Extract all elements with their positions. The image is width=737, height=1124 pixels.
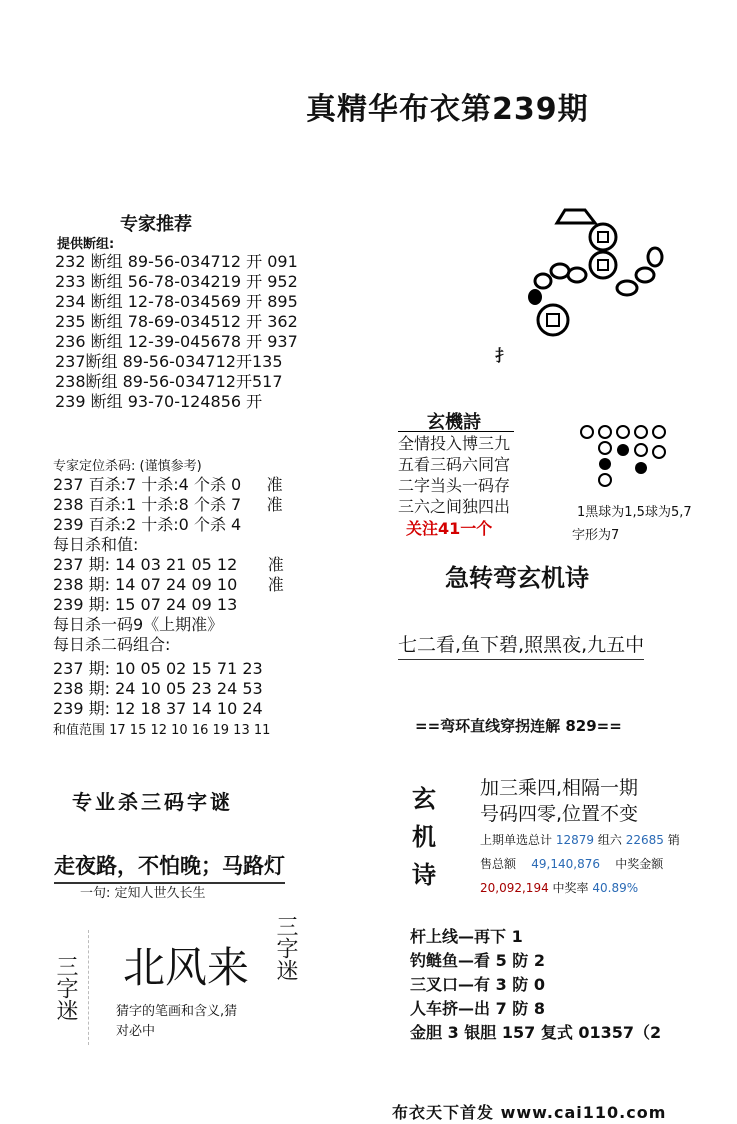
- kill-header: 专家定位杀码: (谨慎参考): [53, 459, 202, 474]
- expert-row: 232 断组 89-56-034712 开 091: [55, 252, 298, 271]
- sum-range: 和值范围 17 15 12 10 16 19 13 11: [53, 723, 271, 738]
- prize-label: 中奖金额: [615, 857, 664, 871]
- tip-item: 金胆 3 银胆 157 复式 01357（2: [410, 1023, 662, 1042]
- pos-mark: 准: [266, 475, 283, 494]
- sum-row: 238 期: 14 07 24 09 10: [53, 575, 238, 594]
- xuanji-vertical: [412, 780, 442, 894]
- poem-header: 玄機詩: [427, 412, 481, 433]
- poem-line: 三六之间独四出: [398, 497, 511, 516]
- sales-label: 售总额: [480, 857, 517, 871]
- xuanji-line: 号码四零,位置不变: [480, 803, 639, 825]
- expert-header: 专家推荐: [120, 214, 192, 235]
- expert-row: 235 断组 78-69-034512 开 362: [55, 312, 298, 331]
- xuanji-char: 诗: [412, 861, 436, 889]
- straight-line: ==弯环直线穿拐连解 829==: [415, 717, 622, 735]
- xuanji-char: 机: [412, 823, 436, 851]
- rate-label: 中奖率: [552, 881, 589, 895]
- tip-item: 杆上线—再下 1: [410, 927, 523, 946]
- expert-row: 239 断组 93-70-124856 开: [55, 392, 263, 411]
- rate-value: 40.89%: [592, 881, 639, 895]
- two-row: 237 期: 10 05 02 15 71 23: [53, 659, 263, 678]
- pos-row: 238 百杀:1 十杀:8 个杀 7: [53, 495, 242, 514]
- sum-header: 每日杀和值:: [53, 535, 139, 554]
- sales-value: 49,140,876: [531, 857, 600, 871]
- one-code: 每日杀一码9《上期准》: [53, 615, 224, 634]
- two-header: 每日杀二码组合:: [53, 635, 171, 654]
- expert-row: 234 断组 12-78-034569 开 895: [55, 292, 298, 311]
- three-riddle-note-1: 猜字的笔画和含义,猜: [116, 1004, 238, 1019]
- riddle-sentence: 一句: 定知人世久长生: [80, 886, 206, 901]
- footer: 布衣天下首发 www.cai110.com: [392, 1103, 667, 1122]
- stat-value: 22685: [625, 833, 664, 847]
- pos-row: 239 百杀:2 十杀:0 个杀 4: [53, 515, 242, 534]
- pos-mark: 准: [266, 495, 283, 514]
- poem-follow: 关注41一个: [406, 519, 493, 538]
- poem-line: 五看三码六同宫: [398, 455, 511, 474]
- turn-line: 七二看,鱼下碧,照黑夜,九五中: [398, 630, 644, 660]
- stat-label: 上期单选总计: [480, 833, 553, 847]
- sum-row: 239 期: 15 07 24 09 13: [53, 595, 238, 614]
- prize-value: 20,092,194: [480, 881, 549, 895]
- three-riddle-note-2: 对必中: [116, 1024, 156, 1039]
- three-riddle-right-label: 三字迷: [273, 915, 298, 981]
- bead-grid-illustration: [575, 420, 675, 500]
- expert-row: 236 断组 12-39-045678 开 937: [55, 332, 298, 351]
- expert-row: 238断组 89-56-034712开517: [55, 372, 283, 391]
- poem-line: 全情投入博三九: [398, 434, 511, 453]
- xuanji-lines: [480, 775, 638, 827]
- coin-chain-illustration: [515, 205, 675, 345]
- xuanji-stats: [480, 828, 680, 900]
- expert-row: 237断组 89-56-034712开135: [55, 352, 283, 371]
- pos-row: 237 百杀:7 十杀:4 个杀 0: [53, 475, 242, 494]
- poem-divider: [398, 431, 514, 432]
- poem-lines: [398, 433, 510, 541]
- page-title: 真精华布衣第239期: [306, 92, 589, 127]
- provider-label: 提供断组:: [57, 237, 115, 252]
- three-riddle-left-label: 三字迷: [53, 955, 78, 1021]
- sum-row: 237 期: 14 03 21 05 12: [53, 555, 238, 574]
- riddle-main: 走夜路，不怕晚；马路灯: [54, 850, 285, 884]
- two-row: 238 期: 24 10 05 23 24 53: [53, 679, 263, 698]
- sum-mark: 准: [267, 555, 284, 574]
- expert-row: 233 断组 56-78-034219 开 952: [55, 272, 298, 291]
- sum-mark: 准: [267, 575, 284, 594]
- three-riddle-big: 北风来: [123, 943, 250, 992]
- poem-line: 二字当头一码存: [398, 476, 511, 495]
- bead-mark: 扌: [495, 346, 512, 365]
- tip-item: 人车挤—出 7 防 8: [410, 999, 545, 1018]
- expert-list: [55, 252, 298, 412]
- tips-list: [410, 925, 661, 1045]
- stat-label: 销: [667, 833, 680, 847]
- bead-caption-1: 1黑球为1,5球为5,7: [577, 505, 692, 520]
- two-row: 239 期: 12 18 37 14 10 24: [53, 699, 263, 718]
- stat-value: 12879: [555, 833, 595, 847]
- riddle-header: 专业杀三码字谜: [72, 790, 233, 814]
- tip-item: 钓鲢鱼—看 5 防 2: [410, 951, 545, 970]
- tip-item: 三叉口—有 3 防 0: [410, 975, 545, 994]
- kill-block: [53, 475, 284, 741]
- turn-header: 急转弯玄机诗: [445, 564, 589, 592]
- bead-caption-2: 字形为7: [572, 528, 620, 543]
- stat-label: 组六: [597, 833, 622, 847]
- xuanji-line: 加三乘四,相隔一期: [480, 777, 639, 799]
- xuanji-char: 玄: [412, 785, 436, 813]
